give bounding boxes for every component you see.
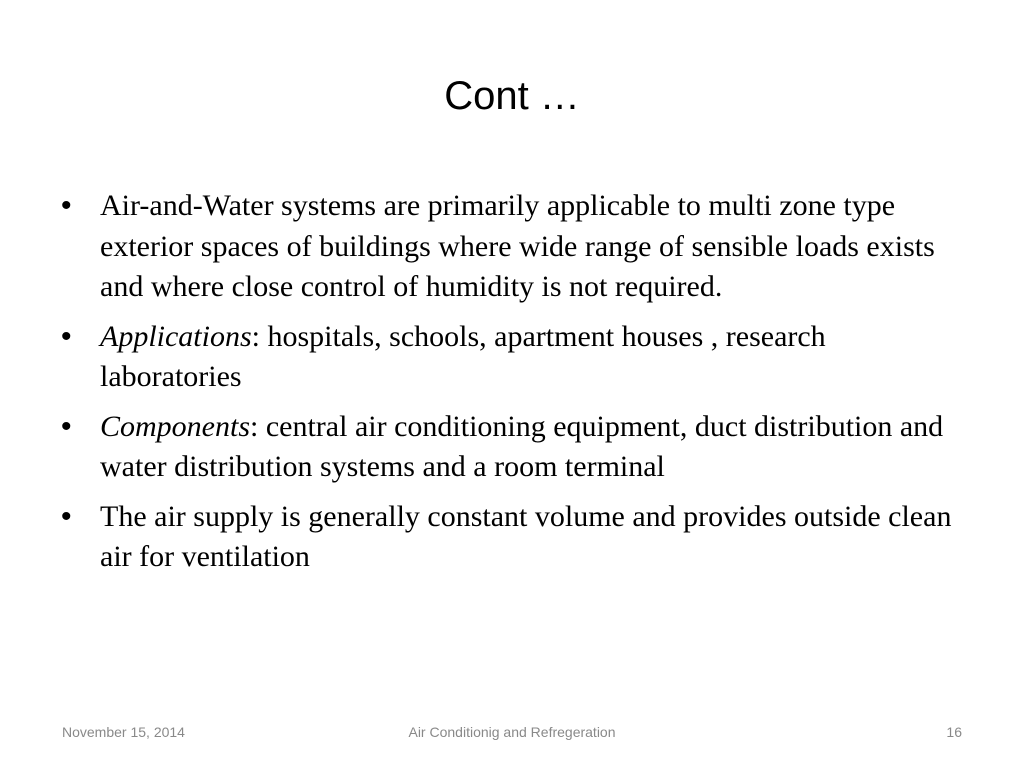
bullet-icon: •: [61, 319, 72, 353]
bullet-item: [56, 497, 966, 578]
bullet-icon: •: [61, 189, 72, 222]
bullet-text: The air supply is generally constant volume and provides outside clean air for ventilation: [100, 499, 952, 573]
footer-title: Air Conditionig and Refregeration: [408, 724, 616, 740]
bullet-item: [56, 407, 966, 488]
bullet-lead-italic: Applications: [100, 319, 252, 353]
bullet-text: : hospitals, schools, apartment houses , research laboratories: [100, 319, 826, 393]
slide-number: 16: [946, 724, 962, 740]
slide-title: Cont …: [444, 74, 580, 118]
bullet-lead-italic: Components: [100, 409, 250, 443]
bullet-list: [56, 186, 966, 587]
bullet-text: : central air conditioning equipment, duct distribution and water distribution systems and a room terminal: [100, 409, 944, 483]
bullet-text: Air-and-Water systems are primarily applicable to multi zone type exterior spaces of buildings where wide range of sensible loads exists and where close control of humidity is not required.: [100, 189, 935, 303]
bullet-icon: •: [61, 499, 72, 533]
bullet-icon: •: [61, 409, 72, 443]
footer-date: November 15, 2014: [62, 724, 185, 740]
bullet-item: [56, 186, 966, 308]
bullet-item: [56, 317, 966, 398]
